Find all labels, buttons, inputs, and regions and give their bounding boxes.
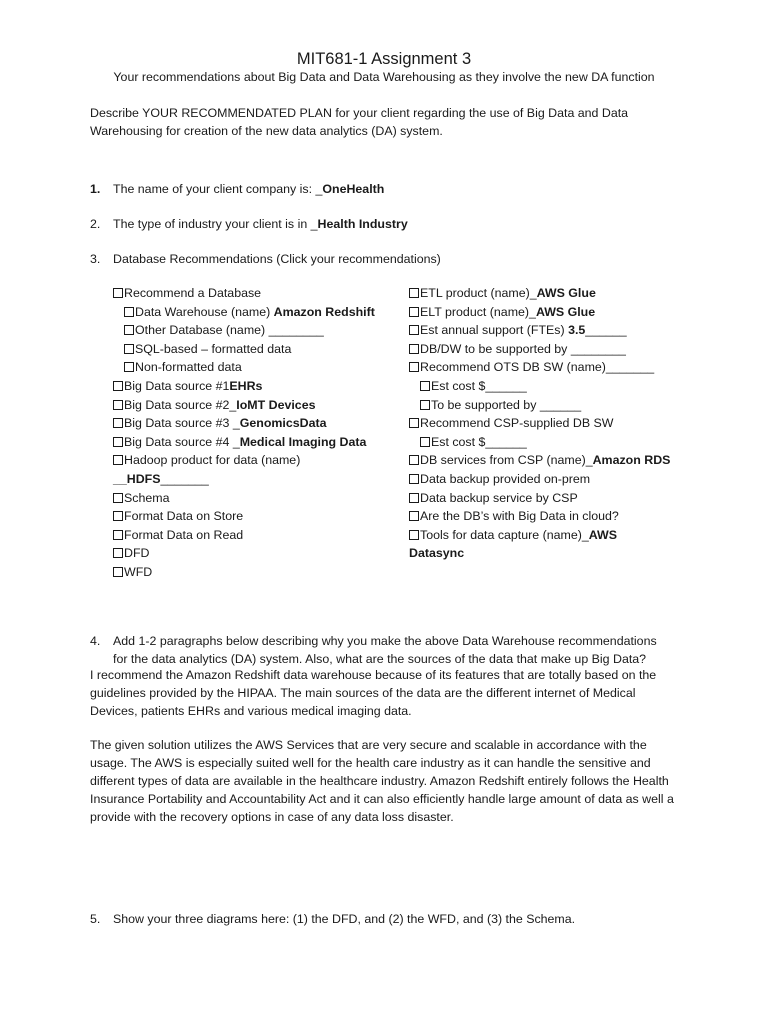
right-options-column: [409, 284, 670, 563]
question-1: [90, 180, 384, 198]
option-data-capture-answer: Datasync: [409, 546, 465, 561]
document-title: MIT681-1 Assignment 3: [296, 50, 472, 68]
left-options-column: [113, 284, 375, 582]
question-answer: Health Industry: [317, 217, 408, 231]
checkbox[interactable]: [113, 567, 123, 577]
option-dfd[interactable]: DFD: [113, 544, 375, 563]
option-sql-based[interactable]: SQL-based – formatted data: [113, 340, 375, 359]
checkbox[interactable]: [113, 288, 123, 298]
checkbox[interactable]: [409, 474, 419, 484]
checkbox[interactable]: [409, 325, 419, 335]
checkbox[interactable]: [124, 307, 134, 317]
option-recommend-database[interactable]: Recommend a Database: [113, 284, 375, 303]
checkbox[interactable]: [113, 530, 123, 540]
question-text: Add 1-2 paragraphs below describing why you make the above Data Warehouse recommendations for the data analytics (DA) system. Also, what are the sources of the data that make up Big Data?: [113, 634, 657, 666]
checkbox[interactable]: [409, 530, 419, 540]
checkbox[interactable]: [113, 400, 123, 410]
option-wfd[interactable]: WFD: [113, 563, 375, 582]
question-number: 3.: [90, 252, 101, 266]
question-number: 4.: [90, 634, 101, 648]
checkbox[interactable]: [409, 362, 419, 372]
question-answer: OneHealth: [322, 182, 385, 196]
option-ots-db-sw[interactable]: Recommend OTS DB SW (name)_______: [409, 358, 670, 377]
question-number: 1.: [90, 182, 101, 196]
option-other-database[interactable]: Other Database (name) ________: [113, 321, 375, 340]
checkbox[interactable]: [113, 437, 123, 447]
question-text: Database Recommendations (Click your recommendations): [113, 252, 441, 266]
option-ots-supported-by[interactable]: To be supported by ______: [409, 396, 670, 415]
option-big-data-source-1[interactable]: Big Data source #1EHRs: [113, 377, 375, 396]
checkbox[interactable]: [409, 307, 419, 317]
option-non-formatted[interactable]: Non-formatted data: [113, 358, 375, 377]
option-csp-est-cost[interactable]: Est cost $______: [409, 433, 670, 452]
option-db-services-csp[interactable]: DB services from CSP (name)_Amazon RDS: [409, 451, 670, 470]
option-big-data-source-2[interactable]: Big Data source #2_IoMT Devices: [113, 396, 375, 415]
option-hadoop-answer: __HDFS_______: [113, 471, 209, 486]
option-format-on-store[interactable]: Format Data on Store: [113, 507, 375, 526]
checkbox[interactable]: [420, 400, 430, 410]
option-backup-on-prem[interactable]: Data backup provided on-prem: [409, 470, 670, 489]
checkbox[interactable]: [409, 493, 419, 503]
checkbox[interactable]: [113, 493, 123, 503]
answer-paragraph-2: The given solution utilizes the AWS Services that are very secure and scalable in accordance with the usage. The AWS is especially suited well for the health care industry as it can handle the sensitive and different types of data are available in the healthcare industry. Amazon Redshift entirely follows the Health Insurance Portability and Accountability Act and it can also efficiently handle large amount of data as well a provide with the recovery options in case of any data loss disaster.: [90, 738, 674, 824]
checkbox[interactable]: [124, 344, 134, 354]
option-big-data-source-3[interactable]: Big Data source #3 _GenomicsData: [113, 414, 375, 433]
question-4: [90, 632, 673, 668]
question-text: Show your three diagrams here: (1) the DFD, and (2) the WFD, and (3) the Schema.: [113, 912, 576, 926]
checkbox[interactable]: [409, 418, 419, 428]
option-annual-support[interactable]: Est annual support (FTEs) 3.5______: [409, 321, 670, 340]
option-etl-product[interactable]: ETL product (name)_AWS Glue: [409, 284, 670, 303]
option-hadoop-product[interactable]: Hadoop product for data (name): [113, 451, 375, 470]
checkbox[interactable]: [420, 437, 430, 447]
option-big-data-source-4[interactable]: Big Data source #4 _Medical Imaging Data: [113, 433, 375, 452]
checkbox[interactable]: [124, 325, 134, 335]
question-text: The type of industry your client is in _: [113, 217, 318, 231]
checkbox[interactable]: [409, 288, 419, 298]
checkbox[interactable]: [420, 381, 430, 391]
checkbox[interactable]: [113, 511, 123, 521]
option-db-in-cloud[interactable]: Are the DB’s with Big Data in cloud?: [409, 507, 670, 526]
option-ots-est-cost[interactable]: Est cost $______: [409, 377, 670, 396]
checkbox[interactable]: [409, 511, 419, 521]
option-format-on-read[interactable]: Format Data on Read: [113, 526, 375, 545]
checkbox[interactable]: [113, 381, 123, 391]
question-text: The name of your client company is: _: [113, 182, 323, 196]
question-2: [90, 215, 408, 233]
checkbox[interactable]: [124, 362, 134, 372]
option-backup-csp[interactable]: Data backup service by CSP: [409, 489, 670, 508]
question-3: [90, 250, 441, 268]
intro-paragraph: Describe YOUR RECOMMENDATED PLAN for your client regarding the use of Big Data and Data Warehousing for creation of the new data analytics (DA) system.: [90, 106, 629, 138]
checkbox[interactable]: [409, 455, 419, 465]
checkbox[interactable]: [113, 548, 123, 558]
option-data-warehouse[interactable]: Data Warehouse (name) Amazon Redshift: [113, 303, 375, 322]
question-5: [90, 910, 575, 928]
option-csp-db-sw[interactable]: Recommend CSP-supplied DB SW: [409, 414, 670, 433]
option-schema[interactable]: Schema: [113, 489, 375, 508]
option-db-supported-by[interactable]: DB/DW to be supported by ________: [409, 340, 670, 359]
option-elt-product[interactable]: ELT product (name)_AWS Glue: [409, 303, 670, 322]
checkbox[interactable]: [113, 455, 123, 465]
option-data-capture-tools[interactable]: Tools for data capture (name)_AWS: [409, 526, 670, 545]
question-number: 5.: [90, 912, 101, 926]
checkbox[interactable]: [409, 344, 419, 354]
document-subtitle: Your recommendations about Big Data and Data Warehousing as they involve the new DA function: [113, 70, 655, 84]
question-number: 2.: [90, 217, 101, 231]
checkbox[interactable]: [113, 418, 123, 428]
answer-paragraph-1: I recommend the Amazon Redshift data warehouse because of its features that are totally based on the guidelines provided by the HIPAA. The main sources of the data are the different internet of Medical Devices, patients EHRs and various medical imaging data.: [90, 668, 657, 718]
